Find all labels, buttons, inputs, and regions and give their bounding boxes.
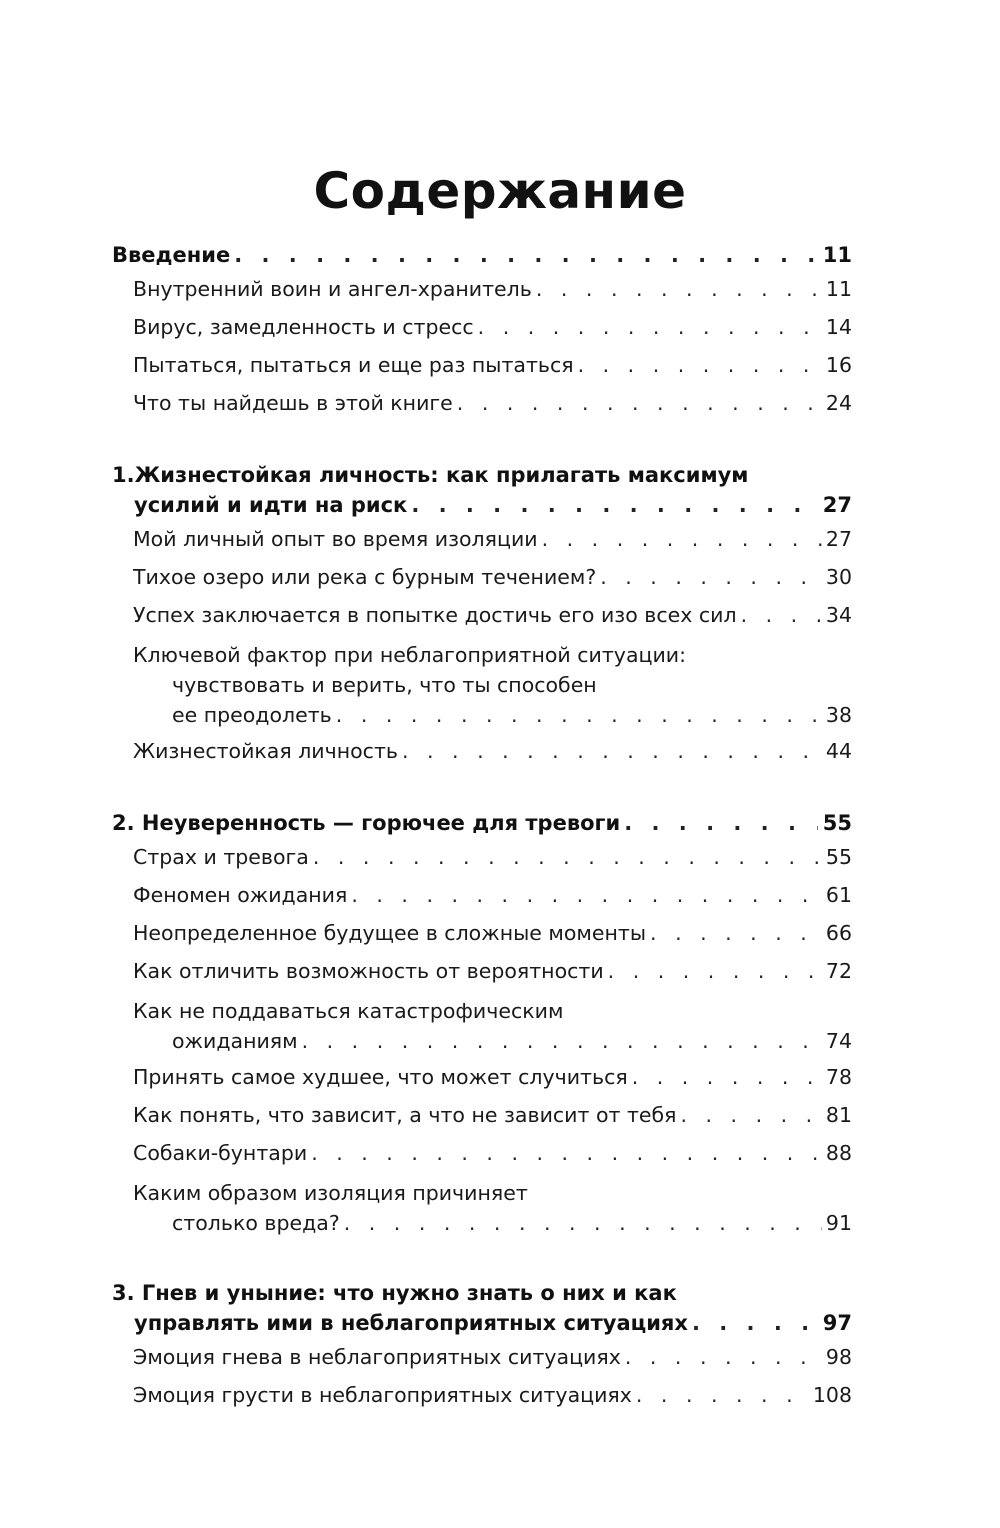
page-number: 55	[825, 845, 852, 869]
toc-entry-multiline[interactable]	[112, 634, 852, 732]
entry-title-line: чувствовать и верить, что ты способен	[172, 673, 597, 697]
entry-title: Как отличить возможность от вероятности	[133, 959, 604, 983]
page-number: 91	[825, 1211, 852, 1235]
page-number: 24	[825, 391, 852, 415]
page-number: 78	[825, 1065, 852, 1089]
toc-entry[interactable]	[112, 732, 852, 770]
leader-dots	[302, 1026, 822, 1056]
section-chapter-2	[112, 808, 852, 1240]
entry-title-line: Ключевой фактор при неблагоприятной ситуации:	[133, 643, 687, 667]
entry-title: Мой личный опыт во время изоляции	[133, 527, 538, 551]
leader-dots	[336, 700, 822, 730]
entry-title-line: Каким образом изоляция причиняет	[133, 1181, 528, 1205]
page-number: 74	[825, 1029, 852, 1053]
leader-dots	[234, 240, 818, 270]
leader-dots	[632, 1058, 822, 1096]
toc-entry[interactable]	[112, 1376, 852, 1414]
toc-entry[interactable]	[112, 520, 852, 558]
entry-title-continuation	[112, 1208, 852, 1238]
page-number: 97	[822, 1311, 852, 1335]
leader-dots	[600, 558, 822, 596]
entry-title-line: ожиданиям	[172, 1029, 298, 1053]
section-intro	[112, 240, 852, 422]
entry-title-line: Как не поддаваться катастрофическим	[133, 999, 564, 1023]
leader-dots	[351, 876, 822, 914]
page-number: 44	[825, 739, 852, 763]
leader-dots	[311, 1134, 822, 1172]
leader-dots	[680, 1096, 821, 1134]
leader-dots	[313, 838, 822, 876]
entry-title: Эмоция гнева в неблагоприятных ситуациях	[133, 1345, 621, 1369]
page-number: 81	[825, 1103, 852, 1127]
entry-title: Жизнестойкая личность	[133, 739, 398, 763]
toc-entry[interactable]	[112, 952, 852, 990]
page-number: 27	[822, 493, 852, 517]
leader-dots	[692, 1308, 818, 1338]
table-of-contents	[112, 240, 852, 1452]
leader-dots	[542, 520, 822, 558]
entry-title: Собаки-бунтари	[133, 1141, 308, 1165]
page-number: 108	[812, 1383, 852, 1407]
chapter-title-line: управлять ими в неблагоприятных ситуациях	[134, 1311, 688, 1335]
chapter-title-line: 3. Гнев и уныние: что нужно знать о них и как	[112, 1281, 677, 1305]
page-number: 16	[825, 353, 852, 377]
page-number: 61	[825, 883, 852, 907]
entry-title: Успех заключается в попытке достичь его изо всех сил	[133, 603, 737, 627]
chapter-title: 2. Неуверенность — горючее для тревоги	[112, 811, 621, 835]
entry-title-continuation	[112, 700, 852, 730]
toc-entry[interactable]	[112, 838, 852, 876]
leader-dots	[636, 1376, 809, 1414]
entry-title: Принять самое худшее, что может случиться	[133, 1065, 628, 1089]
page-number: 14	[825, 315, 852, 339]
page-number: 27	[825, 527, 852, 551]
toc-entry[interactable]	[112, 1134, 852, 1172]
toc-entry[interactable]	[112, 346, 852, 384]
leader-dots	[344, 1208, 822, 1238]
chapter-entry[interactable]	[112, 808, 852, 838]
entry-title: Неопределенное будущее в сложные моменты	[133, 921, 647, 945]
leader-dots	[624, 808, 818, 838]
chapter-title-line: усилий и идти на риск	[134, 493, 408, 517]
entry-title: Тихое озеро или река с бурным течением?	[133, 565, 597, 589]
entry-title-continuation	[112, 1026, 852, 1056]
chapter-title-continuation	[112, 1308, 852, 1338]
leader-dots	[625, 1338, 822, 1376]
page-number: 11	[822, 243, 852, 267]
toc-entry[interactable]	[112, 1096, 852, 1134]
page-number: 30	[825, 565, 852, 589]
toc-entry-multiline[interactable]	[112, 990, 852, 1058]
page-number: 88	[825, 1141, 852, 1165]
toc-entry[interactable]	[112, 308, 852, 346]
leader-dots	[741, 596, 822, 634]
page-number: 55	[822, 811, 852, 835]
page-title: Содержание	[313, 161, 687, 220]
page-number: 66	[825, 921, 852, 945]
entry-title: Феномен ожидания	[133, 883, 348, 907]
toc-entry[interactable]	[112, 596, 852, 634]
toc-entry[interactable]	[112, 558, 852, 596]
page-number: 38	[825, 703, 852, 727]
entry-title: Что ты найдешь в этой книге	[133, 391, 453, 415]
leader-dots	[411, 490, 818, 520]
leader-dots	[457, 384, 822, 422]
leader-dots	[536, 270, 822, 308]
chapter-title-line: 1.Жизнестойкая личность: как прилагать максимум	[112, 463, 749, 487]
section-chapter-1	[112, 460, 852, 770]
leader-dots	[478, 308, 822, 346]
chapter-entry[interactable]	[112, 1278, 852, 1338]
chapter-title: Введение	[112, 243, 231, 267]
chapter-entry[interactable]	[112, 240, 852, 270]
toc-entry[interactable]	[112, 914, 852, 952]
toc-entry[interactable]	[112, 384, 852, 422]
toc-entry-multiline[interactable]	[112, 1172, 852, 1240]
entry-title: Эмоция грусти в неблагоприятных ситуациях	[133, 1383, 632, 1407]
entry-title-line: столько вреда?	[172, 1211, 340, 1235]
page-number: 72	[825, 959, 852, 983]
entry-title-line: ее преодолеть	[172, 703, 332, 727]
chapter-title-continuation	[112, 490, 852, 520]
leader-dots	[578, 346, 822, 384]
page-number: 11	[825, 277, 852, 301]
entry-title: Пытаться, пытаться и еще раз пытаться	[133, 353, 574, 377]
section-chapter-3	[112, 1278, 852, 1414]
toc-entry[interactable]	[112, 876, 852, 914]
leader-dots	[608, 952, 822, 990]
entry-title: Внутренний воин и ангел-хранитель	[133, 277, 532, 301]
chapter-entry[interactable]	[112, 460, 852, 520]
page-number: 34	[825, 603, 852, 627]
toc-entry[interactable]	[112, 1338, 852, 1376]
toc-entry[interactable]	[112, 270, 852, 308]
toc-entry[interactable]	[112, 1058, 852, 1096]
entry-title: Вирус, замедленность и стресс	[133, 315, 474, 339]
page-number: 98	[825, 1345, 852, 1369]
entry-title: Как понять, что зависит, а что не зависит от тебя	[133, 1103, 677, 1127]
entry-title: Страх и тревога	[133, 845, 309, 869]
leader-dots	[650, 914, 822, 952]
leader-dots	[402, 732, 822, 770]
